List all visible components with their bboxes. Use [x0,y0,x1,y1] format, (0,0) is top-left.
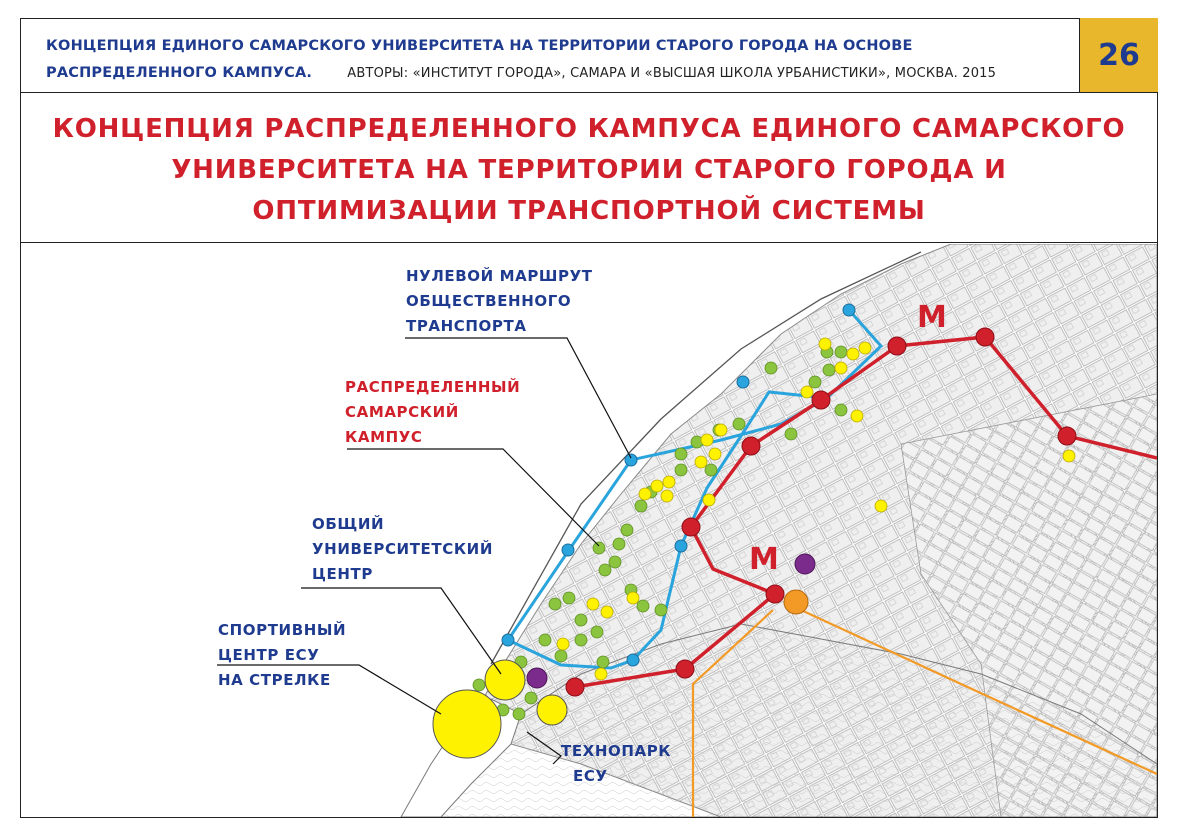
campus-point-yellow [715,424,727,436]
metro-station [566,678,584,696]
campus-point-yellow [595,668,607,680]
label-zero-route [406,264,593,339]
campus-point-green [823,364,835,376]
campus-point-green [655,604,667,616]
campus-point-green [613,538,625,550]
campus-point-green [621,524,633,536]
metro-station [742,437,760,455]
campus-point-green [835,346,847,358]
campus-point-green [733,418,745,430]
label-zero-route-line2: ОБЩЕСТВЕННОГО [406,292,572,310]
campus-point-green [555,650,567,662]
campus-point-yellow [661,490,673,502]
label-sport-center-line1: СПОРТИВНЫЙ [218,621,347,639]
label-sport-center-line2: ЦЕНТР ЕСУ [218,646,320,664]
campus-point-yellow [859,342,871,354]
campus-point-yellow [801,386,813,398]
technopark-marker [537,695,567,725]
campus-point-green [637,600,649,612]
campus-point-yellow [587,598,599,610]
campus-point-yellow [819,338,831,350]
label-univ-center-line2: УНИВЕРСИТЕТСКИЙ [312,540,493,558]
campus-point-yellow [875,500,887,512]
campus-point-green [705,464,717,476]
campus-point-yellow [703,494,715,506]
campus-point-green [539,634,551,646]
rail-hub-marker [784,590,808,614]
campus-point-green [593,542,605,554]
campus-point-green [765,362,777,374]
label-campus-line2: САМАРСКИЙ [345,403,459,421]
title-band [20,93,1158,243]
campus-point-yellow [639,488,651,500]
zero-route-stop [843,304,855,316]
campus-point-green [563,592,575,604]
page-title [20,109,1158,232]
zero-route-stop [502,634,514,646]
campus-point-green [675,464,687,476]
metro-station [812,391,830,409]
campus-point-yellow [835,362,847,374]
campus-point-yellow [701,434,713,446]
header-title-line1: КОНЦЕПЦИЯ ЕДИНОГО САМАРСКОГО УНИВЕРСИТЕТА НА ТЕРРИТОРИИ СТАРОГО ГОРОДА НА ОСНОВЕ [46,38,913,54]
campus-point-green [575,614,587,626]
campus-point-green [675,448,687,460]
university-center-marker-strelka [527,668,547,688]
label-zero-route-line3: ТРАНСПОРТА [406,317,527,335]
label-sport-center [218,618,346,693]
label-sport-center-line3: НА СТРЕЛКЕ [218,671,331,689]
campus-point-yellow [851,410,863,422]
label-technopark-line1: ТЕХНОПАРК [561,742,672,760]
page-number-badge: 26 [1079,18,1158,92]
label-zero-route-line1: НУЛЕВОЙ МАРШРУТ [406,267,593,285]
zero-route-stop [562,544,574,556]
metro-station [682,518,700,536]
zero-route-stop [627,654,639,666]
label-univ-center [312,512,493,587]
label-univ-center-line1: ОБЩИЙ [312,515,385,533]
map-area [21,244,1157,817]
label-campus-line3: КАМПУС [345,428,423,446]
campus-point-yellow [709,448,721,460]
page-title-line3: ОПТИМИЗАЦИИ ТРАНСПОРТНОЙ СИСТЕМЫ [252,196,926,226]
campus-point-green [785,428,797,440]
header-title-line2-bold: РАСПРЕДЕЛЕННОГО КАМПУСА. [46,65,313,81]
label-campus-line1: РАСПРЕДЕЛЕННЫЙ [345,378,521,396]
metro-mark-central: М [749,542,779,577]
campus-point-green [809,376,821,388]
campus-point-yellow [847,348,859,360]
campus-point-green [549,598,561,610]
label-technopark-line2: ЕСУ [573,767,608,785]
campus-point-green [525,692,537,704]
metro-station [888,337,906,355]
page-title-line2: УНИВЕРСИТЕТА НА ТЕРРИТОРИИ СТАРОГО ГОРОДА И [171,155,1007,185]
campus-point-green [599,564,611,576]
label-technopark [561,739,671,789]
campus-point-green [575,634,587,646]
metro-mark-north: М [917,300,947,335]
campus-point-yellow [695,456,707,468]
sport-center-marker [433,690,501,758]
campus-point-green [473,679,485,691]
campus-point-yellow [1063,450,1075,462]
zero-route-stop [625,454,637,466]
label-campus [345,375,520,450]
metro-station [676,660,694,678]
campus-point-yellow [557,638,569,650]
campus-point-yellow [663,476,675,488]
campus-point-yellow [651,480,663,492]
campus-point-green [609,556,621,568]
metro-station [1058,427,1076,445]
campus-point-green [591,626,603,638]
metro-station [766,585,784,603]
campus-point-yellow [601,606,613,618]
header-authors: АВТОРЫ: «ИНСТИТУТ ГОРОДА», САМАРА И «ВЫСШАЯ ШКОЛА УРБАНИСТИКИ», МОСКВА. 2015 [347,66,997,81]
campus-point-green [635,500,647,512]
header-title-line2 [46,62,996,81]
page-title-line1: КОНЦЕПЦИЯ РАСПРЕДЕЛЕННОГО КАМПУСА ЕДИНОГО САМАРСКОГО [52,114,1126,144]
zero-route-stop [675,540,687,552]
header [20,18,1158,93]
campus-point-green [513,708,525,720]
univ-center-big-marker [485,660,525,700]
label-univ-center-line3: ЦЕНТР [312,565,373,583]
zero-route-stop [737,376,749,388]
university-center-marker [795,554,815,574]
campus-point-green [597,656,609,668]
campus-point-green [835,404,847,416]
campus-point-yellow [627,592,639,604]
metro-station [976,328,994,346]
